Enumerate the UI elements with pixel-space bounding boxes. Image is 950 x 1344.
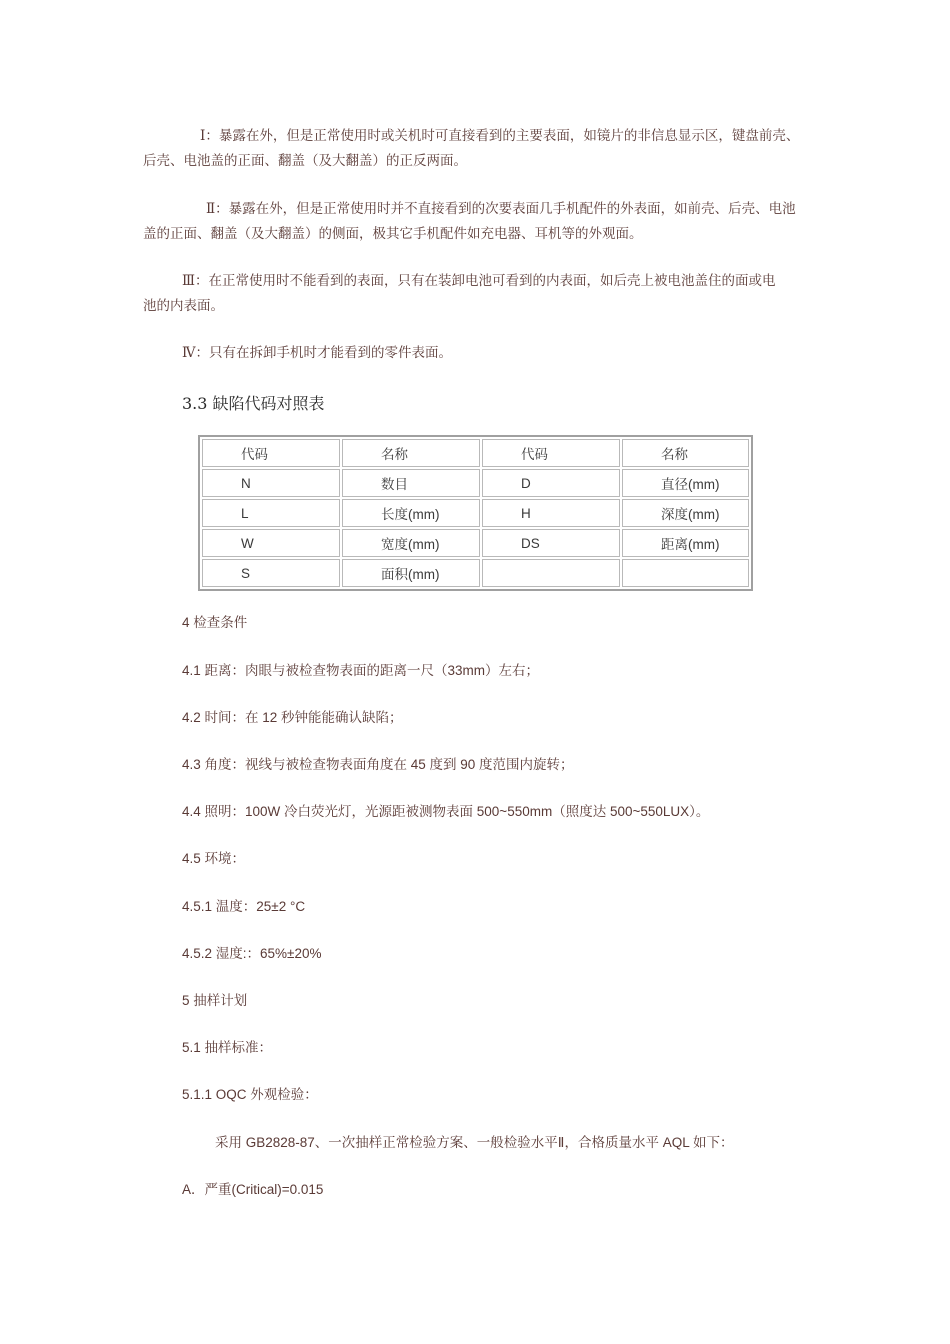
sampling-critical-aql: A．严重(Critical)=0.015: [182, 1182, 324, 1197]
inspection-environment: 4.5 环境：: [182, 851, 246, 866]
level-1-line-1: Ⅰ：暴露在外，但是正常使用时或关机时可直接看到的主要表面，如镜片的非信息显示区，键盘前壳、: [200, 128, 800, 144]
table-cell: 长度(mm): [342, 499, 480, 527]
table-cell: S: [202, 559, 340, 587]
inspection-time: 4.2 时间：在 12 秒钟能能确认缺陷；: [182, 710, 403, 725]
inspection-angle: 4.3 角度：视线与被检查物表面角度在 45 度到 90 度范围内旋转；: [182, 757, 574, 772]
table-row: [202, 529, 749, 557]
table-cell: 深度(mm): [622, 499, 749, 527]
header-code: 代码: [482, 439, 620, 467]
table-cell: [622, 559, 749, 587]
sampling-standard: 5.1 抽样标准：: [182, 1040, 273, 1055]
table-row: [202, 469, 749, 497]
table-cell: 距离(mm): [622, 529, 749, 557]
level-2-line-1: Ⅱ：暴露在外，但是正常使用时并不直接看到的次要表面几手机配件的外表面，如前壳、后壳、电池: [206, 201, 796, 217]
inspection-distance: 4.1 距离：肉眼与被检查物表面的距离一尺（33mm）左右；: [182, 663, 540, 678]
header-name: 名称: [622, 439, 749, 467]
table-cell: N: [202, 469, 340, 497]
table-row: [202, 559, 749, 587]
table-cell: [482, 559, 620, 587]
level-2-line-2: 盖的正面、翻盖（及大翻盖）的侧面，极其它手机配件如充电器、耳机等的外观面。: [143, 226, 643, 242]
table-cell: W: [202, 529, 340, 557]
table-cell: 数目: [342, 469, 480, 497]
defect-code-table: [198, 435, 753, 591]
table-header-row: [202, 439, 749, 467]
inspection-section-heading: 4 检查条件: [182, 615, 248, 630]
defect-table-title: 3.3 缺陷代码对照表: [182, 394, 325, 413]
table-row: [202, 499, 749, 527]
inspection-temperature: 4.5.1 温度：25±2 °C: [182, 899, 306, 914]
table-cell: 宽度(mm): [342, 529, 480, 557]
sampling-oqc: 5.1.1 OQC 外观检验：: [182, 1087, 318, 1102]
sampling-section-heading: 5 抽样计划: [182, 993, 248, 1008]
inspection-humidity: 4.5.2 湿度:：65%±20%: [182, 946, 322, 961]
table-cell: D: [482, 469, 620, 497]
table-cell: H: [482, 499, 620, 527]
sampling-plan: 采用 GB2828-87、一次抽样正常检验方案、一般检验水平Ⅱ，合格质量水平 AQL 如下：: [215, 1135, 734, 1150]
table-cell: 直径(mm): [622, 469, 749, 497]
level-3-line-1: Ⅲ：在正常使用时不能看到的表面，只有在装卸电池可看到的内表面，如后壳上被电池盖住的面或电: [182, 273, 776, 289]
level-3-line-2: 池的内表面。: [143, 298, 224, 314]
header-name: 名称: [342, 439, 480, 467]
table-cell: L: [202, 499, 340, 527]
inspection-lighting: 4.4 照明：100W 冷白荧光灯，光源距被测物表面 500~550mm（照度达 500~550LUX）。: [182, 804, 710, 819]
level-4-line: Ⅳ：只有在拆卸手机时才能看到的零件表面。: [182, 345, 452, 361]
table-cell: DS: [482, 529, 620, 557]
table-cell: 面积(mm): [342, 559, 480, 587]
level-1-line-2: 后壳、电池盖的正面、翻盖（及大翻盖）的正反两面。: [143, 153, 467, 169]
header-code: 代码: [202, 439, 340, 467]
